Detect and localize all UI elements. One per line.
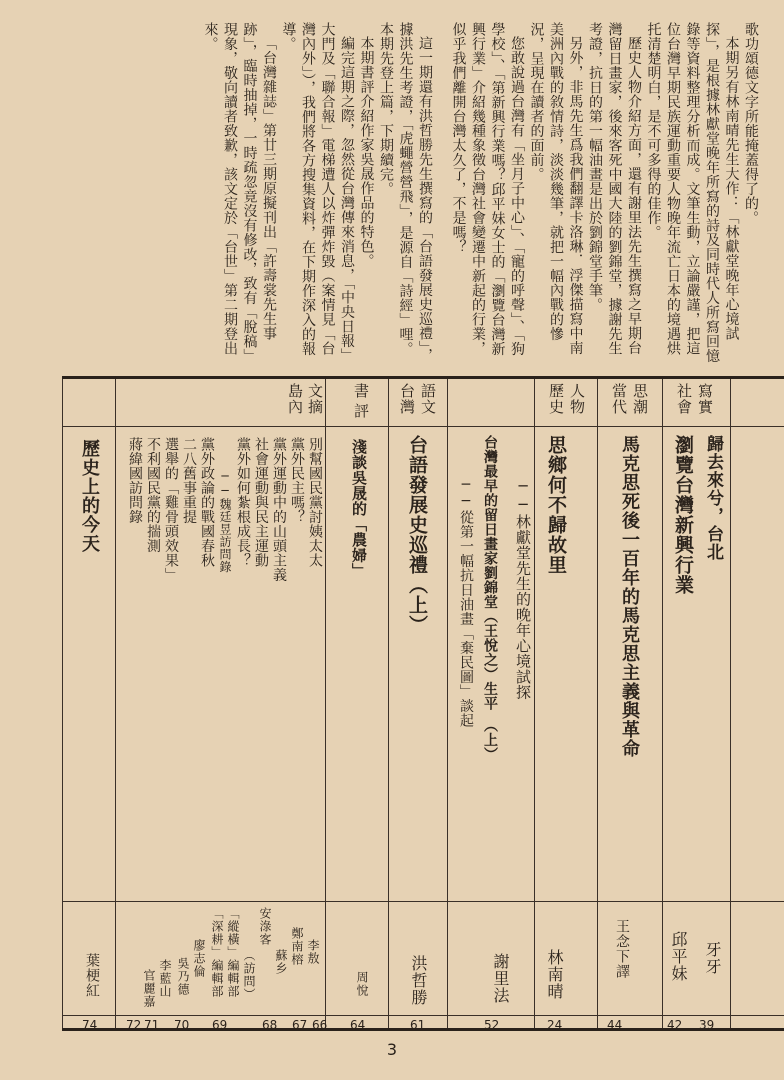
section-category: 當代 xyxy=(610,383,628,415)
editorial-paragraph: 本期書評介紹作家吳晟作品的特色。 xyxy=(358,36,375,268)
toc-entry-author: 蘇乡 xyxy=(274,949,288,975)
editorial-paragraph: 這一期還有洪哲勝先生撰寫的「台語發展史巡禮」，據洪先生考證，「虎蠅營營飛」，是源自「詩經」哩。本期先登上篇，下期續完。 xyxy=(378,22,433,363)
toc-entry-page: 68 xyxy=(262,1018,278,1032)
toc-entry-page: 44 xyxy=(607,1018,623,1032)
section-category: 寫實 xyxy=(696,383,714,415)
toc-entry-author: 安淥客 xyxy=(258,907,272,946)
editorial-paragraph: 歌功頌德文字所能掩蓋得了的。 xyxy=(743,22,759,225)
toc-entry-page: 52 xyxy=(484,1018,500,1032)
editorial-paragraph: 您敢說過台灣有「坐月子中心」、「寵的呼聲」、「狗學校」、「第新興行業嗎？邱平妹女士的「瀏覽台灣新興行業」介紹幾種象徵台灣社會變遷中新起的行業，似乎我們離開台灣太久了，不是嗎？ xyxy=(450,22,525,356)
toc-entry-subtitle: ──林獻堂先生的晚年心境試探 xyxy=(514,477,532,700)
toc-entry-page: 70 xyxy=(174,1018,190,1032)
section-category: 台灣 xyxy=(398,383,416,415)
toc-entry-title[interactable]: 台灣最早的留日畫家劉錦堂（王悅之）生平 （上） xyxy=(482,435,498,762)
toc-entry-title[interactable]: ──魏廷昱訪問錄 xyxy=(218,469,232,573)
toc-entry-title[interactable]: 黨外政論的戰國春秋 xyxy=(199,437,215,568)
toc-entry-author: 邱平妹 xyxy=(669,931,688,982)
editorial-text xyxy=(62,22,760,368)
toc-entry-title[interactable]: 社會運動與民主運動 xyxy=(253,437,269,568)
toc-entry-title[interactable]: 不利國民黨的揣測 xyxy=(145,437,161,553)
toc-entry-page: 66 xyxy=(312,1018,328,1032)
table-of-contents xyxy=(62,376,784,1031)
toc-entry-title[interactable]: 歸去來兮，台北 xyxy=(703,435,723,561)
toc-entry-title[interactable]: 台語發展史巡禮（上） xyxy=(406,435,428,635)
toc-entry-title[interactable]: 選舉的「雞骨頭效果」 xyxy=(163,437,179,582)
toc-entry-author: 廖志倫 xyxy=(192,939,206,978)
toc-entry-author: 牙牙 xyxy=(703,941,722,975)
toc-entry-author: 「深耕」編輯部 xyxy=(210,907,224,998)
section-category: 文摘 xyxy=(306,383,324,415)
editorial-paragraph: 「台灣雜誌」第廿三期原擬刊出「許壽裳先生事跡」，臨時抽掉，一時疏忽竟沒有修改，致有「脫稿」現象，敬向讀者致歉，該文定於「台世」第二期登出來。 xyxy=(202,22,277,363)
toc-entry-page: 71 xyxy=(144,1018,160,1032)
toc-entry-page: 24 xyxy=(547,1018,563,1032)
editorial-paragraph: 歷史人物介紹方面，還有謝里法先生撰寫之早期台灣留日畫家，後來客死中國大陸的劉錦堂，據謝先生考證，抗日的第一幅油畫是出於劉錦堂手筆。 xyxy=(587,22,642,356)
toc-entry-page: 72 xyxy=(126,1018,142,1032)
editorial-paragraph: 本期另有林南晴先生大作：「林獻堂晚年心境試探」，是根據林獻堂晚年所寫的詩及同時代人所寫回憶錄等資料整理分析而成。文筆生動，立論嚴謹，把這位台灣早期民族運動重要人物晚年流亡日本的境遇烘托清楚明白，是不可多得的佳作。 xyxy=(645,22,740,363)
section-category: 評 xyxy=(352,403,370,419)
toc-entry-page: 67 xyxy=(292,1018,308,1032)
section-category: 書 xyxy=(352,383,370,399)
toc-entry-author: 王念下譯 xyxy=(614,919,630,979)
toc-entry-author: 周悅 xyxy=(355,971,369,997)
toc-entry-page: 64 xyxy=(350,1018,366,1032)
toc-entry-author: 洪哲勝 xyxy=(409,955,428,1006)
toc-entry-author: 林南晴 xyxy=(545,949,564,1000)
toc-entry-title[interactable]: 黨外運動中的山頭主義 xyxy=(271,437,287,582)
toc-entry-page: 69 xyxy=(212,1018,228,1032)
toc-entry-title[interactable]: 歷史上的今天 xyxy=(79,439,100,553)
toc-entry-page: 74 xyxy=(82,1018,98,1032)
editorial-paragraph: 另外，非馬先生爲我們翻譯卡洛琳．浮傑描寫中南美洲內戰的敘情詩，淡淡幾筆，就把一幅內戰的慘況，呈現在讀者的面前。 xyxy=(528,22,584,355)
toc-entry-title[interactable]: 淺談吳晟的「農婦」 xyxy=(350,439,368,579)
editorial-paragraph: 編完這期之際，忽然從台灣傳來消息，「中央日報」大門及「聯合報」電梯遭人以炸彈炸毀（案情見「台灣內外」），我們將各方搜集資料，在下期作深入的報導。 xyxy=(280,22,355,363)
toc-entry-title[interactable]: 二八舊事重提 xyxy=(181,437,197,524)
page-number: 3 xyxy=(386,1040,398,1059)
toc-entry-author: 葉梗紅 xyxy=(84,953,100,998)
toc-entry-title[interactable]: 別幫國民黨討姨太太 xyxy=(307,437,323,568)
toc-entry-title[interactable]: 思鄉何不歸故里 xyxy=(545,435,567,575)
section-category: 人物 xyxy=(568,383,586,415)
section-category: 語文 xyxy=(419,383,437,415)
toc-entry-title[interactable]: 馬克思死後一百年的馬克思主義與革命 xyxy=(619,435,640,758)
section-category: 歷史 xyxy=(547,383,565,415)
toc-entry-author: 吳乃德 xyxy=(176,957,190,996)
toc-entry-author: 「縱橫」編輯部 xyxy=(226,907,240,998)
section-category: 社會 xyxy=(675,383,693,415)
toc-entry-title[interactable]: 黨外如何紮根成長？ xyxy=(235,437,251,568)
toc-entry-author: 官麗嘉 xyxy=(142,969,156,1008)
section-category: 思潮 xyxy=(631,383,649,415)
toc-entry-subtitle: ──從第一幅抗日油畫「棄民圖」談起 xyxy=(458,477,474,728)
toc-entry-author: （訪問） xyxy=(242,949,256,1001)
toc-entry-author: 鄭南榕 xyxy=(290,927,304,966)
toc-entry-title[interactable]: 蔣緯國訪問錄 xyxy=(127,437,143,524)
toc-entry-title[interactable]: 黨外民主嗎？ xyxy=(289,437,305,524)
section-category: 島內 xyxy=(286,383,304,415)
toc-entry-author: 李藍山 xyxy=(158,959,172,998)
toc-entry-page: 39 xyxy=(699,1018,715,1032)
toc-entry-page: 61 xyxy=(410,1018,426,1032)
toc-entry-page: 42 xyxy=(667,1018,683,1032)
toc-entry-author: 李敖 xyxy=(306,939,320,965)
toc-entry-author: 謝里法 xyxy=(491,953,510,1004)
toc-entry-title[interactable]: 瀏覽台灣新興行業 xyxy=(672,435,694,595)
